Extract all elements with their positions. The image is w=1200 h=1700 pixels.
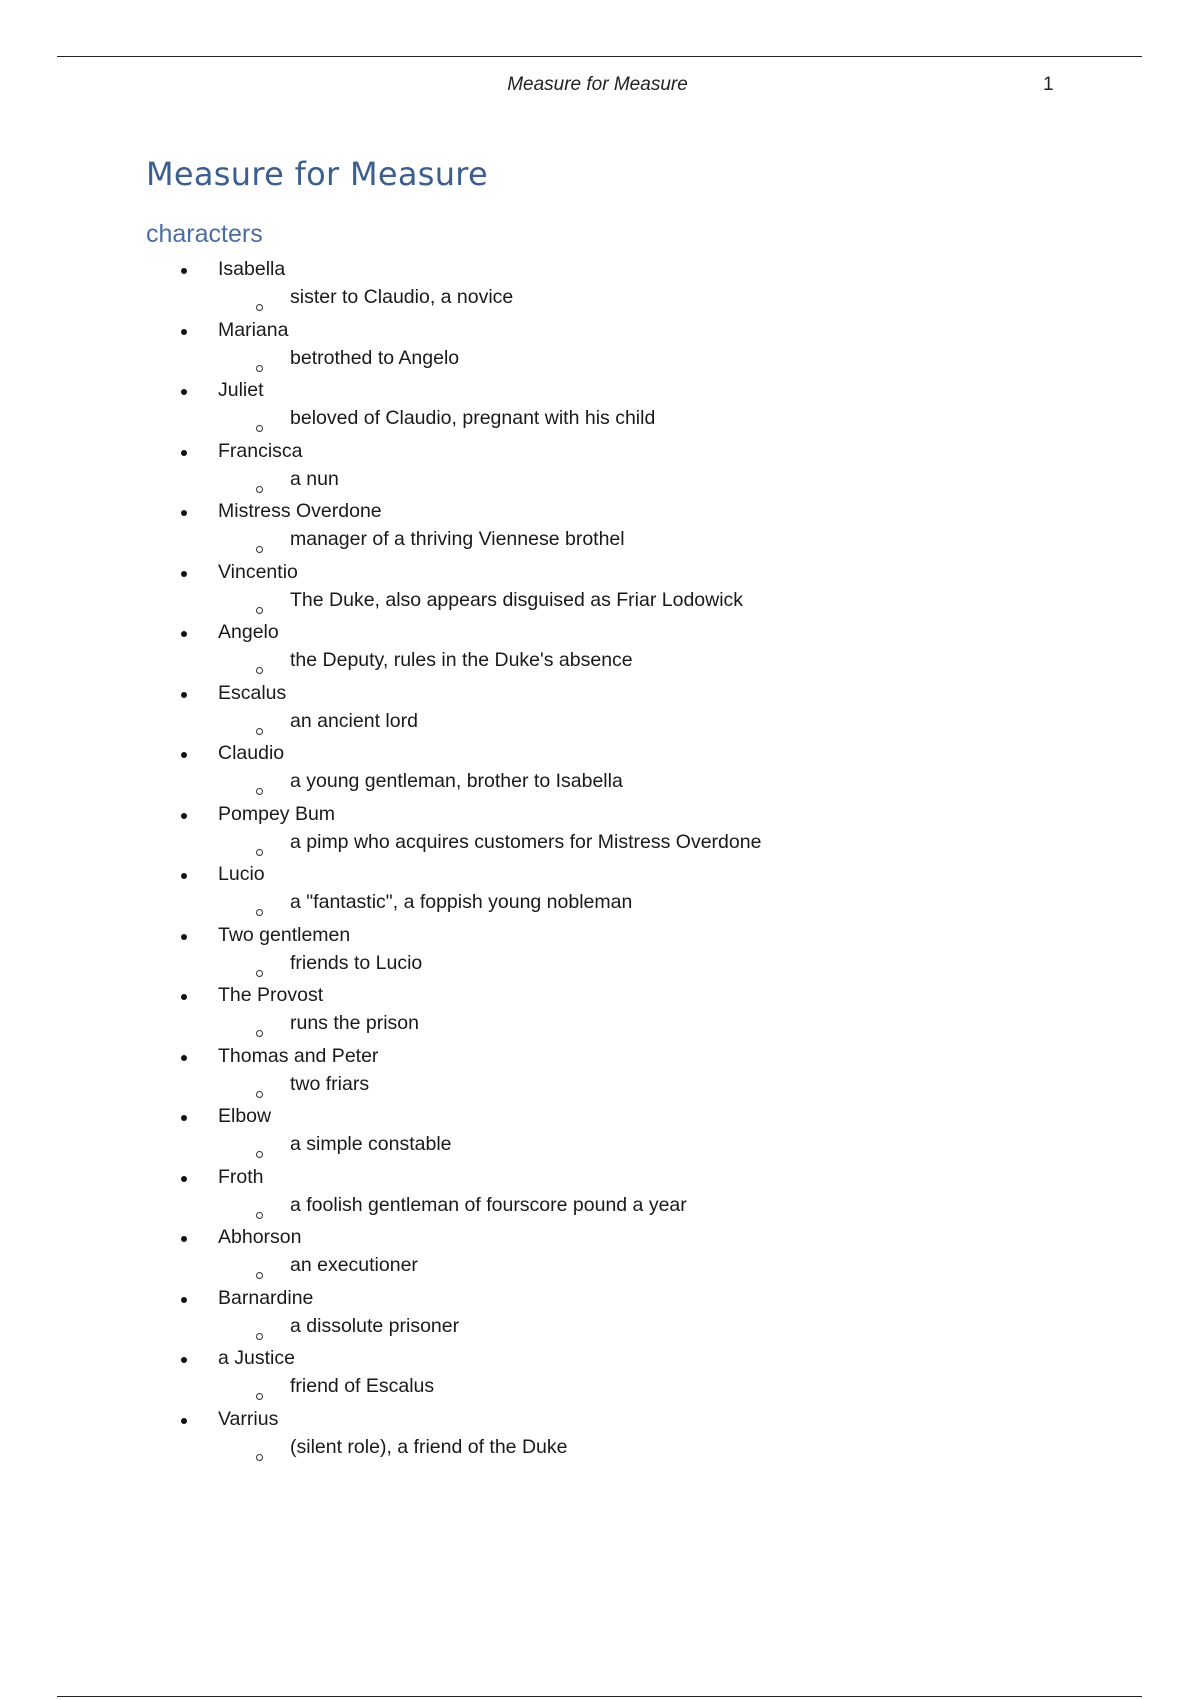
character-description: manager of a thriving Viennese brothel xyxy=(290,528,625,550)
character-name: Pompey Bum xyxy=(218,802,336,825)
character-item xyxy=(0,1347,1200,1412)
character-description: a dissolute prisoner xyxy=(290,1314,460,1337)
character-name: Mistress Overdone xyxy=(218,500,382,522)
character-item xyxy=(0,863,1200,928)
bullet-icon xyxy=(181,571,187,577)
bullet-icon xyxy=(181,1418,187,1424)
character-item xyxy=(0,560,1200,626)
character-description: (silent role), a friend of the Duke xyxy=(290,1435,568,1458)
character-description: a simple constable xyxy=(290,1133,452,1155)
hollow-circle-bullet-icon xyxy=(256,1151,263,1158)
hollow-circle-bullet-icon xyxy=(256,667,263,674)
character-item xyxy=(0,1044,1200,1110)
character-item xyxy=(0,802,1200,868)
running-title: Measure for Measure xyxy=(507,74,688,95)
character-item xyxy=(0,621,1200,686)
hollow-circle-bullet-icon xyxy=(256,365,263,372)
character-item xyxy=(0,318,1200,384)
hollow-circle-bullet-icon xyxy=(256,909,263,916)
bullet-icon xyxy=(181,1115,187,1121)
page-number: 1 xyxy=(1043,74,1054,95)
hollow-circle-bullet-icon xyxy=(256,1091,263,1098)
character-description: two friars xyxy=(290,1072,370,1095)
character-description: friends to Lucio xyxy=(290,951,423,974)
character-name: Angelo xyxy=(218,621,279,643)
running-header xyxy=(0,74,1200,98)
hollow-circle-bullet-icon xyxy=(256,1030,263,1037)
character-name: Isabella xyxy=(218,258,286,280)
character-description: runs the prison xyxy=(290,1012,419,1034)
character-item xyxy=(0,1407,1200,1473)
hollow-circle-bullet-icon xyxy=(256,970,263,977)
hollow-circle-bullet-icon xyxy=(256,304,263,311)
hollow-circle-bullet-icon xyxy=(256,425,263,432)
character-name: Elbow xyxy=(218,1105,272,1127)
character-item xyxy=(0,1286,1200,1352)
character-item xyxy=(0,439,1200,505)
character-description: the Deputy, rules in the Duke's absence xyxy=(290,649,633,671)
bullet-icon xyxy=(181,329,187,335)
bullet-icon xyxy=(181,1055,187,1061)
hollow-circle-bullet-icon xyxy=(256,1212,263,1219)
character-item xyxy=(0,500,1200,565)
bullet-icon xyxy=(181,268,187,274)
bullet-icon xyxy=(181,1176,187,1182)
footer-rule xyxy=(57,1696,1142,1697)
bullet-icon xyxy=(181,1357,187,1363)
bullet-icon xyxy=(181,631,187,637)
hollow-circle-bullet-icon xyxy=(256,788,263,795)
bullet-icon xyxy=(181,873,187,879)
character-name: Francisca xyxy=(218,439,303,462)
character-name: Claudio xyxy=(218,742,285,764)
hollow-circle-bullet-icon xyxy=(256,607,263,614)
character-name: a Justice xyxy=(218,1347,295,1369)
character-name: Froth xyxy=(218,1165,264,1188)
bullet-icon xyxy=(181,813,187,819)
hollow-circle-bullet-icon xyxy=(256,849,263,856)
hollow-circle-bullet-icon xyxy=(256,546,263,553)
character-name: Thomas and Peter xyxy=(218,1044,379,1067)
character-description: a "fantastic", a foppish young nobleman xyxy=(290,891,633,913)
character-item xyxy=(0,258,1200,323)
hollow-circle-bullet-icon xyxy=(256,728,263,735)
document-title: Measure for Measure xyxy=(146,155,489,193)
bullet-icon xyxy=(181,510,187,516)
character-description: beloved of Claudio, pregnant with his child xyxy=(290,407,656,429)
character-description: sister to Claudio, a novice xyxy=(290,286,514,308)
character-item xyxy=(0,984,1200,1049)
bullet-icon xyxy=(181,994,187,1000)
bullet-icon xyxy=(181,389,187,395)
character-name: Barnardine xyxy=(218,1286,314,1309)
section-heading-characters: characters xyxy=(146,220,263,248)
character-description: a young gentleman, brother to Isabella xyxy=(290,770,623,792)
character-description: The Duke, also appears disguised as Friar Lodowick xyxy=(290,588,744,611)
character-name: Two gentlemen xyxy=(218,923,351,946)
header-rule xyxy=(57,56,1142,57)
hollow-circle-bullet-icon xyxy=(256,486,263,493)
hollow-circle-bullet-icon xyxy=(256,1333,263,1340)
character-name: Abhorson xyxy=(218,1226,302,1248)
bullet-icon xyxy=(181,1236,187,1242)
character-item xyxy=(0,681,1200,747)
bullet-icon xyxy=(181,934,187,940)
character-description: betrothed to Angelo xyxy=(290,346,460,369)
character-name: Juliet xyxy=(218,379,264,401)
character-name: Varrius xyxy=(218,1407,279,1430)
character-name: Mariana xyxy=(218,318,289,341)
character-name: Escalus xyxy=(218,681,287,704)
bullet-icon xyxy=(181,1297,187,1303)
character-description: an ancient lord xyxy=(290,709,418,732)
character-item xyxy=(0,923,1200,989)
character-name: Lucio xyxy=(218,863,265,885)
character-description: an executioner xyxy=(290,1254,418,1276)
character-description: a foolish gentleman of fourscore pound a year xyxy=(290,1193,687,1216)
character-description: a pimp who acquires customers for Mistress Overdone xyxy=(290,830,762,853)
character-item xyxy=(0,1226,1200,1291)
hollow-circle-bullet-icon xyxy=(256,1454,263,1461)
bullet-icon xyxy=(181,752,187,758)
character-description: friend of Escalus xyxy=(290,1375,435,1397)
hollow-circle-bullet-icon xyxy=(256,1393,263,1400)
character-list xyxy=(0,258,1200,1472)
character-name: The Provost xyxy=(218,984,324,1006)
hollow-circle-bullet-icon xyxy=(256,1272,263,1279)
character-name: Vincentio xyxy=(218,560,298,583)
character-item xyxy=(0,379,1200,444)
bullet-icon xyxy=(181,692,187,698)
character-item xyxy=(0,742,1200,807)
character-item xyxy=(0,1105,1200,1170)
character-description: a nun xyxy=(290,467,339,490)
character-item xyxy=(0,1165,1200,1231)
bullet-icon xyxy=(181,450,187,456)
